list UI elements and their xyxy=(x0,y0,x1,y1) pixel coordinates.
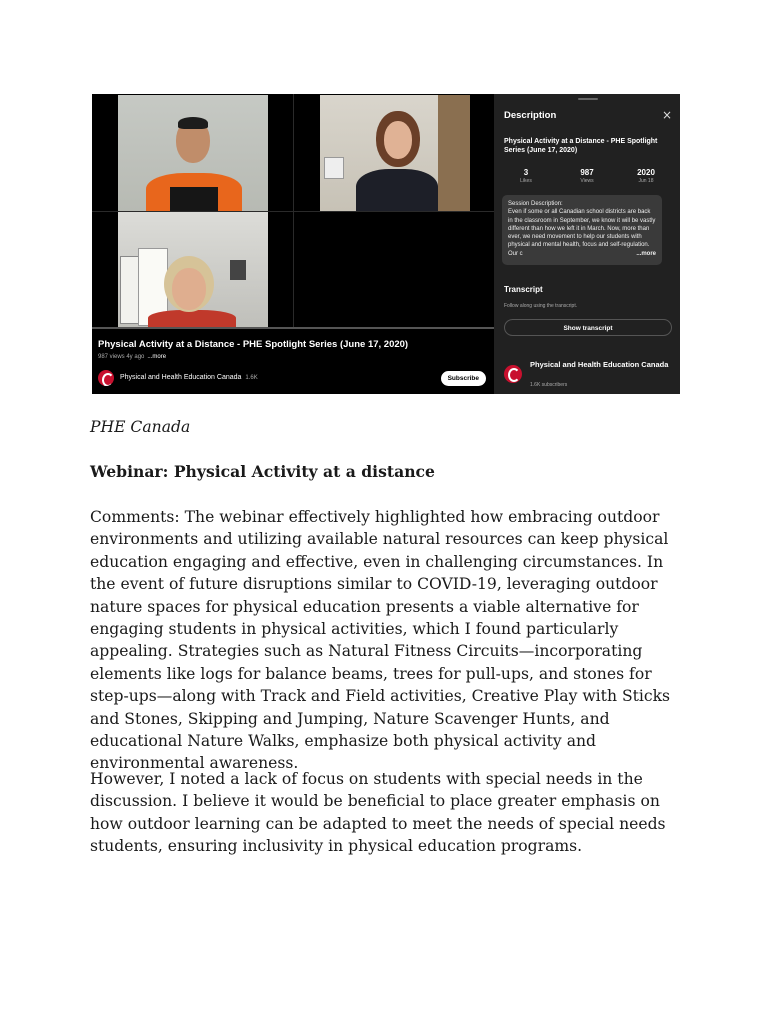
channel-name-text: Physical and Health Education Canada xyxy=(120,374,242,381)
webinar-video-screenshot xyxy=(92,94,680,394)
stat-date xyxy=(626,168,666,184)
stat-label: Likes xyxy=(520,178,532,184)
comments-paragraph: Comments: The webinar effectively highlighted how embracing outdoor environments and utilizing available natural resources can keep physical education engaging and effective, even in challenging circumstances. In the event of future disruptions similar to COVID-19, leveraging outdoor nature spaces for physical education presents a viable alternative for engaging students in physical activities, which I found particularly appealing. Strategies such as Natural Fitness Circuits—incorporating elements like logs for balance beams, trees for pull-ups, and stones for step-ups—along with Track and Field activities, Creative Play with Sticks and Stones, Skipping and Jumping, Nature Scavenger Hunts, and educational Nature Walks, emphasize both physical activity and environmental awareness. xyxy=(90,508,671,773)
description-more-link[interactable]: ...more xyxy=(636,250,656,257)
video-views: 987 views 4y ago xyxy=(98,354,145,360)
description-box[interactable] xyxy=(502,195,662,265)
org-caption: PHE Canada xyxy=(90,418,191,436)
channel-logo-icon[interactable] xyxy=(504,365,522,383)
description-panel xyxy=(494,94,680,394)
more-link[interactable]: ...more xyxy=(147,354,167,360)
stat-value: 3 xyxy=(523,168,529,177)
grid-divider-horizontal xyxy=(92,211,494,212)
video-player[interactable] xyxy=(92,94,494,394)
stat-views xyxy=(567,168,607,184)
participant-tile-2 xyxy=(320,95,470,211)
video-title: Physical Activity at a Distance - PHE Spotlight Series (June 17, 2020) xyxy=(98,339,409,350)
stat-value: 2020 xyxy=(637,168,655,177)
video-meta xyxy=(98,354,166,360)
channel-logo-icon[interactable] xyxy=(98,370,114,386)
participant-tile-1 xyxy=(118,95,268,211)
channel-subs: 1.6K xyxy=(245,375,258,381)
progress-bar[interactable] xyxy=(92,327,494,329)
panel-channel[interactable] xyxy=(504,360,674,390)
panel-video-title: Physical Activity at a Distance - PHE Spotlight Series (June 17, 2020) xyxy=(504,138,658,155)
stat-label: Jun 18 xyxy=(638,178,654,184)
transcript-subtext: Follow along using the transcript. xyxy=(504,303,578,309)
show-transcript-button[interactable]: Show transcript xyxy=(504,319,672,336)
channel-row xyxy=(98,370,490,388)
description-text: Session Description: Even if some or all Canadian school districts are back in the classroom in September, we know it will be vastly different than how we left it in March. Now, more than ever, we need movement to help our students with physical and mental health, focus and self-regulation. Our c xyxy=(508,201,656,257)
subscribe-button[interactable]: Subscribe xyxy=(441,371,486,386)
stat-label: Views xyxy=(580,178,594,184)
webinar-title: Webinar: Physical Activity at a distance xyxy=(90,462,435,481)
panel-heading: Description xyxy=(504,110,557,121)
drag-handle[interactable] xyxy=(578,98,598,100)
stats-row xyxy=(504,168,672,188)
stat-value: 987 xyxy=(580,168,594,177)
close-icon[interactable]: × xyxy=(661,108,673,122)
panel-channel-name: Physical and Health Education Canada xyxy=(530,360,669,369)
concerns-paragraph: However, I noted a lack of focus on students with special needs in the discussion. I believe it would be beneficial to place greater emphasis on how outdoor learning can be adapted to meet the needs of special needs students, ensuring inclusivity in physical education programs. xyxy=(90,770,666,856)
stat-likes xyxy=(506,168,546,184)
transcript-heading: Transcript xyxy=(504,285,543,294)
participant-tile-3 xyxy=(118,212,268,328)
channel-name[interactable] xyxy=(120,374,258,381)
panel-channel-subs: 1.6K subscribers xyxy=(530,382,568,388)
